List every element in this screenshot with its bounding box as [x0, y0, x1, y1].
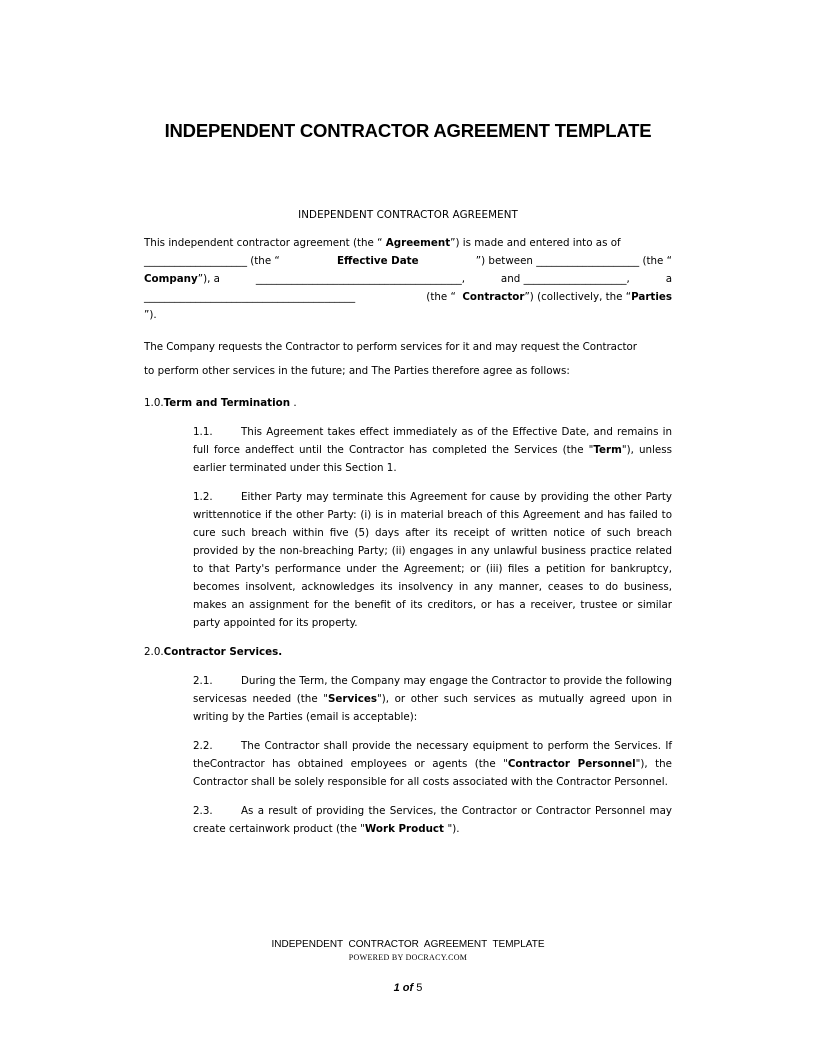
- clause-number: 2.2.: [193, 740, 213, 752]
- intro-text: a: [665, 273, 672, 285]
- clause-2-2: 2.2. The Contractor shall provide the necessary equipment to perform the Services. If theContractor has obtained employees or agents (the "Contractor Personnel"), the Contractor shall be solely responsible for all costs associated with the Contractor Personnel.: [193, 737, 672, 791]
- clause-1-1: 1.1. This Agreement takes effect immediately as of the Effective Date, and remains in full force andeffect until the Contractor has completed the Services (the "Term"), unless earlier terminated under this Section 1.: [193, 423, 672, 477]
- section-title: Term and Termination: [163, 397, 291, 409]
- defined-term-parties: Parties: [631, 291, 672, 303]
- intro-text: ”) is made and entered into as of: [450, 237, 621, 249]
- intro-blank: ________________________________________,: [255, 273, 466, 285]
- request-line-2: to perform other services in the future; and The Parties therefore agree as follows:: [144, 365, 570, 377]
- footer-title: INDEPENDENT CONTRACTOR AGREEMENT TEMPLATE: [271, 939, 545, 950]
- intro-line-4: [144, 288, 672, 306]
- footer-powered-by: POWERED BY DOCRACY.COM: [348, 953, 468, 962]
- clause-number: 2.1.: [193, 675, 213, 687]
- clause-number: 2.3.: [193, 805, 213, 817]
- intro-text: ____________________ (the “: [144, 255, 280, 267]
- section-number: 1.0.: [144, 397, 164, 409]
- agreement-subtitle: INDEPENDENT CONTRACTOR AGREEMENT: [298, 209, 518, 221]
- clause-number: 1.2.: [193, 491, 213, 503]
- intro-paragraph: [144, 234, 672, 324]
- intro-text: ”), a: [197, 273, 220, 285]
- defined-term-agreement: Agreement: [385, 237, 451, 249]
- intro-line-1: [144, 234, 672, 252]
- intro-blank: _________________________________________: [144, 291, 356, 303]
- defined-term: Work Product: [364, 823, 448, 835]
- clause-2-1: 2.1. During the Term, the Company may engage the Contractor to provide the following servicesas needed (the "Services"), or other such services as mutually agreed upon in writing by the Parties (email is acceptable):: [193, 672, 672, 726]
- intro-text: ”) between ____________________ (the “: [475, 255, 672, 267]
- page-number: [0, 982, 816, 994]
- defined-term-contractor: Contractor: [462, 291, 525, 303]
- intro-line-5: ”).: [144, 309, 157, 321]
- intro-text: and ____________________,: [500, 273, 630, 285]
- intro-text: (the “: [426, 291, 456, 303]
- page-current: 1: [393, 982, 400, 994]
- document-body: [144, 206, 672, 849]
- section-number: 2.0.: [144, 646, 164, 658]
- intro-text: This independent contractor agreement (the “: [144, 237, 386, 249]
- section-heading: [144, 643, 672, 661]
- section-title: Contractor Services.: [163, 646, 283, 658]
- intro-line-2: [144, 252, 672, 270]
- intro-line-3: [144, 270, 672, 288]
- clause-1-2: 1.2. Either Party may terminate this Agreement for cause by providing the other Party writtennotice if the other Party: (i) is in material breach of this Agreement and has failed to cure such breach within five (5) days after its receipt of written notice of such breach provided by the non-breaching Party; (ii) engages in any unlawful business practice related to that Party's performance under the Agreement; or (iii) files a petition for bankruptcy, becomes insolvent, acknowledges its insolvency in any manner, ceases to do business, makes an assignment for the benefit of its creditors, or has a receiver, trustee or similar party appointed for its property.: [193, 488, 672, 632]
- defined-term: Contractor Personnel: [507, 758, 636, 770]
- intro-text: ”) (collectively, the “: [524, 291, 632, 303]
- page-of: of: [402, 982, 414, 994]
- defined-term: Services: [328, 693, 377, 705]
- section-heading: 1.0.Term and Termination .: [144, 397, 297, 409]
- clause-2-3: 2.3. As a result of providing the Services, the Contractor or Contractor Personnel may create certainwork product (the "Work Product ").: [193, 802, 672, 838]
- request-paragraph: [144, 335, 672, 383]
- defined-term: Term: [593, 444, 622, 456]
- page-total: 5: [416, 982, 423, 994]
- page-title: INDEPENDENT CONTRACTOR AGREEMENT TEMPLATE: [164, 120, 652, 141]
- defined-term-effective-date: Effective Date: [336, 255, 419, 267]
- clause-number: 1.1.: [193, 426, 213, 438]
- page-footer: [0, 938, 816, 964]
- defined-term-company: Company: [144, 273, 198, 285]
- request-line-1: The Company requests the Contractor to perform services for it and may request the Contractor: [144, 341, 637, 353]
